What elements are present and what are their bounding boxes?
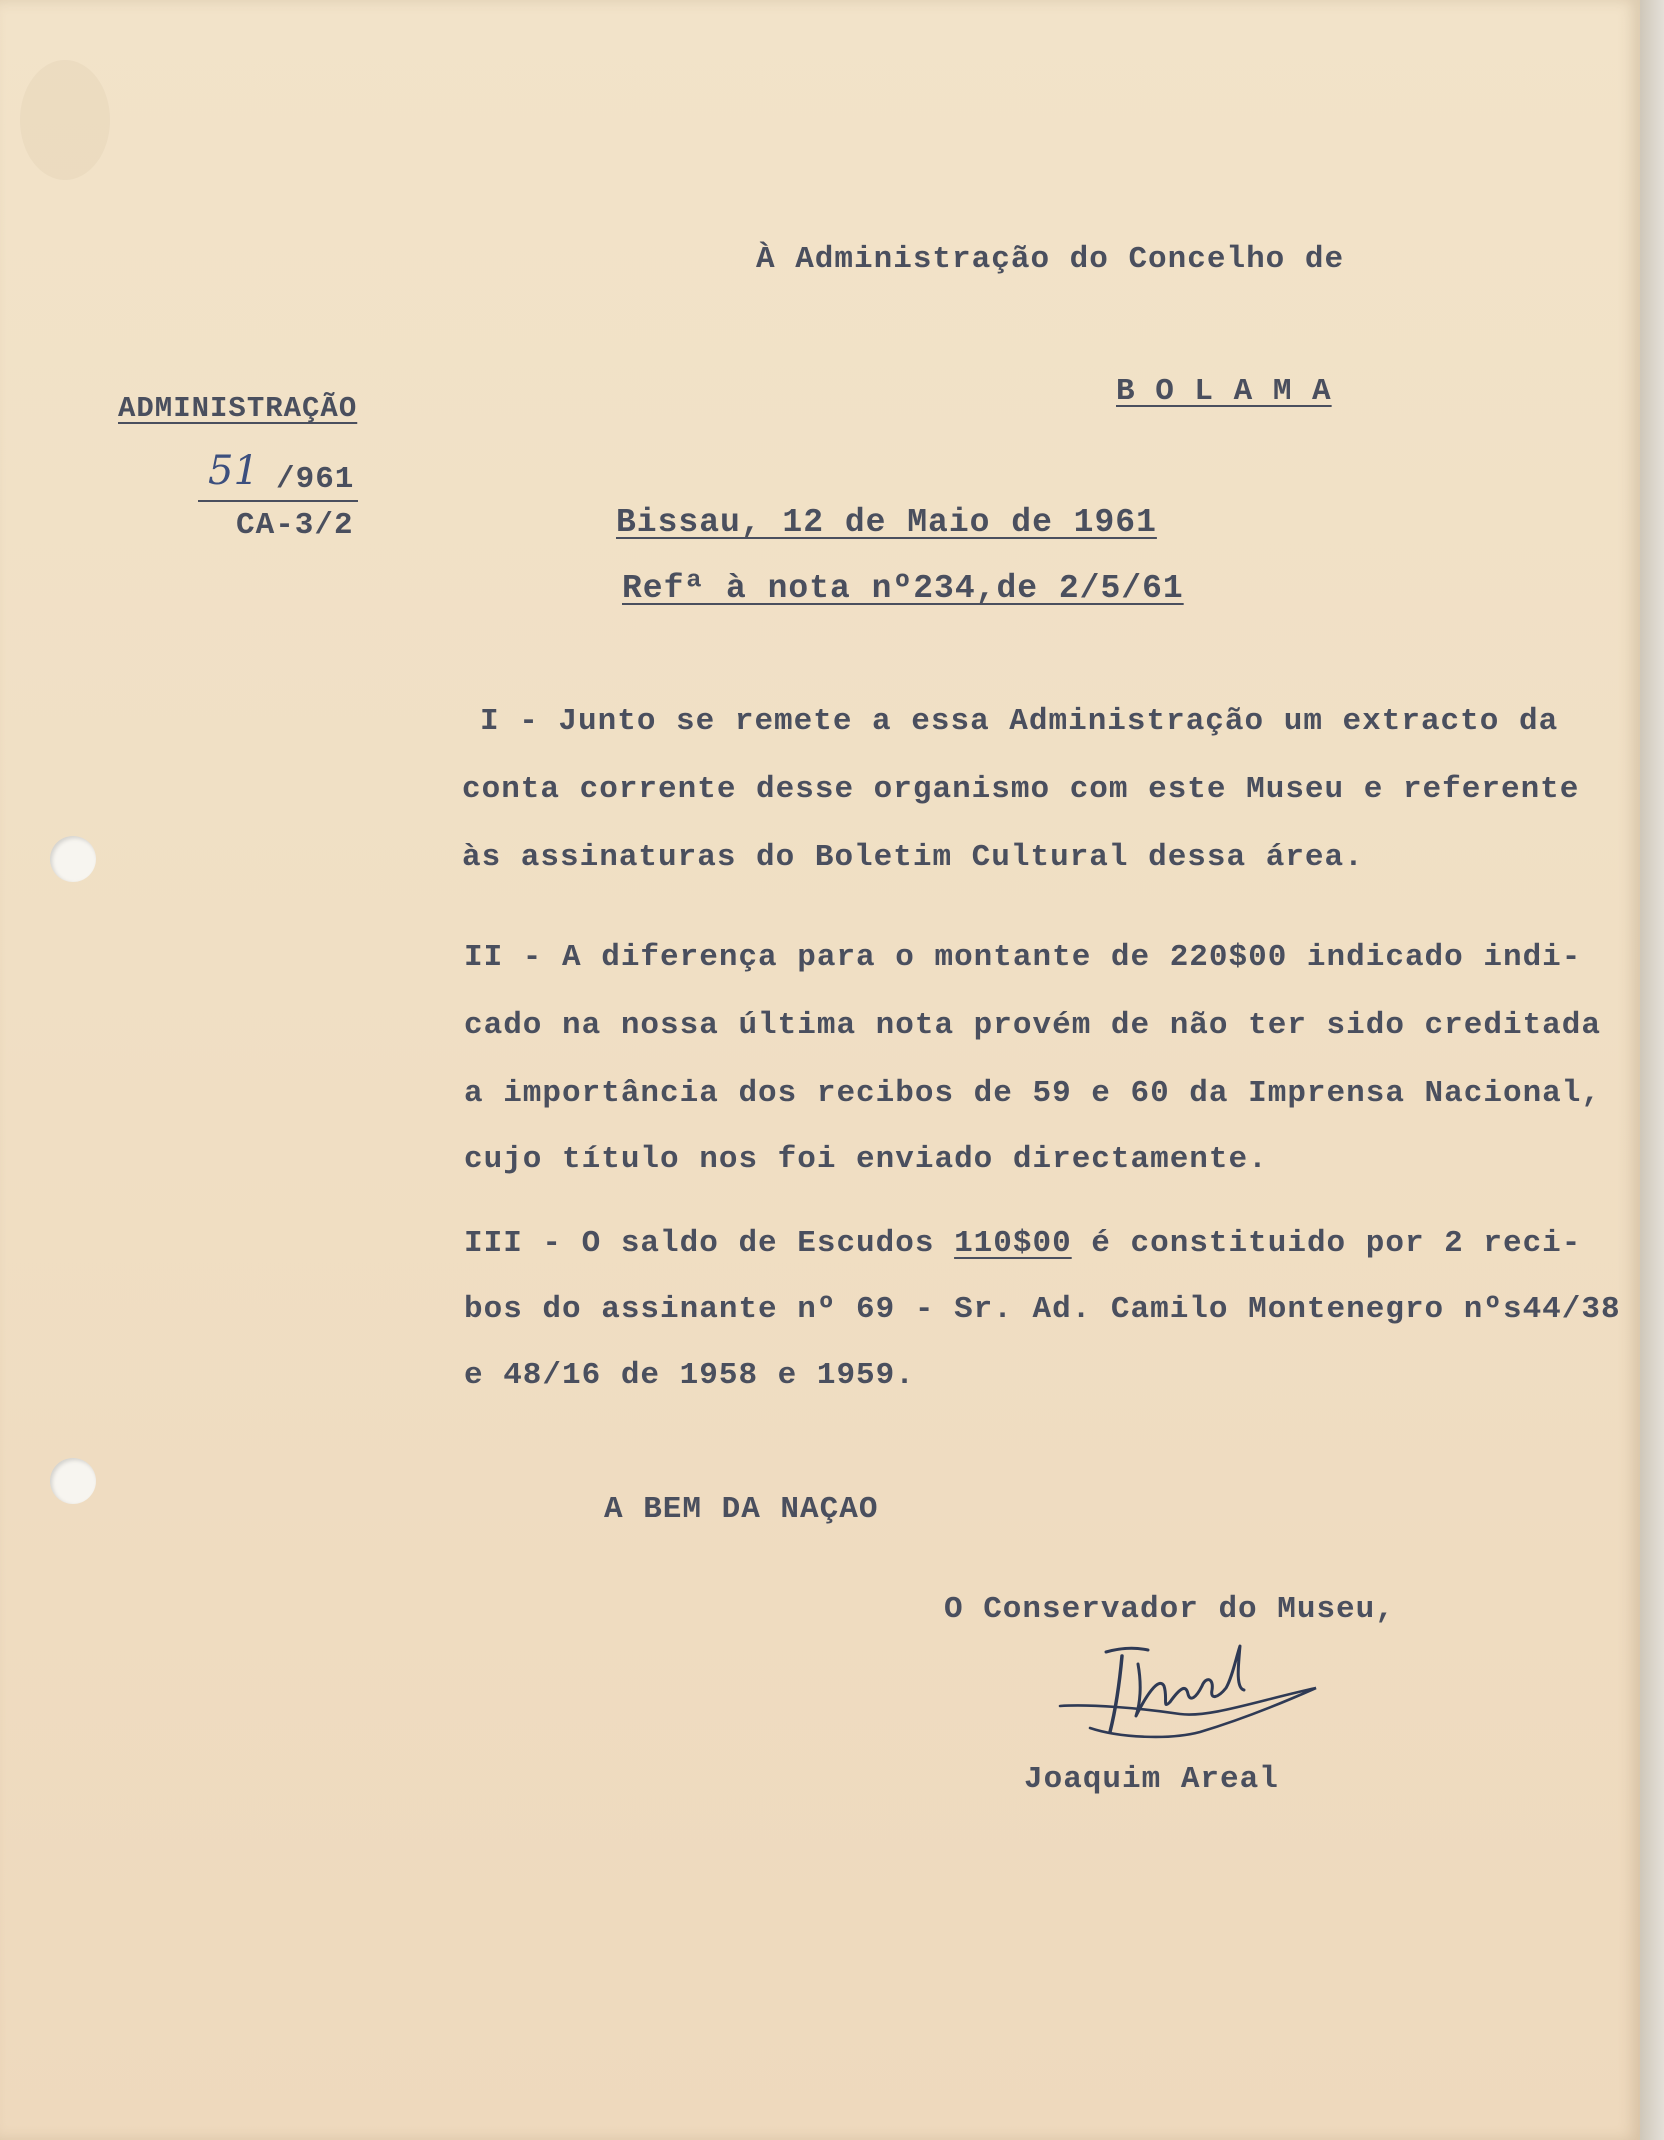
para1-line2: conta corrente desse organismo com este Museu e referente	[462, 772, 1580, 807]
para1-line1: I - Junto se remete a essa Administração um extracto da	[480, 704, 1559, 739]
para2-line1: II - A diferença para o montante de 220$00 indicado indi-	[464, 940, 1582, 975]
reference-code: CA-3/2	[236, 508, 354, 543]
paper-stain	[20, 60, 110, 180]
para3-line1	[464, 1226, 1581, 1261]
signatory-title: O Conservador do Museu,	[944, 1592, 1395, 1627]
para2-line4: cujo título nos foi enviado directamente.	[464, 1142, 1268, 1177]
para3-line1-end: é constituido por 2 reci-	[1071, 1226, 1582, 1261]
place-date: Bissau, 12 de Maio de 1961	[616, 504, 1157, 541]
scan-edge	[1640, 0, 1664, 2140]
recipient-bolama: B O L A M A	[1116, 374, 1332, 409]
saldo-amount: 110$00	[954, 1226, 1072, 1261]
office-label: ADMINISTRAÇÃO	[118, 392, 358, 425]
closing-salutation: A BEM DA NAÇAO	[604, 1492, 879, 1527]
punch-hole-top	[50, 836, 96, 882]
reference-year: /961	[276, 462, 355, 497]
reference-number	[198, 448, 362, 506]
recipient-line-1: À Administração do Concelho de	[756, 242, 1345, 277]
handwritten-number: 51	[208, 448, 259, 494]
para3-line3: e 48/16 de 1958 e 1959.	[464, 1358, 915, 1393]
para2-line2: cado na nossa última nota provém de não ter sido creditada	[464, 1008, 1601, 1043]
para3-line1-start: III - O saldo de Escudos	[464, 1226, 955, 1261]
signature	[1050, 1628, 1350, 1758]
para2-line3: a importância dos recibos de 59 e 60 da Imprensa Nacional,	[464, 1076, 1601, 1111]
signatory-name: Joaquim Areal	[1024, 1762, 1279, 1797]
para1-line3: às assinaturas do Boletim Cultural dessa área.	[462, 840, 1364, 875]
punch-hole-bottom	[50, 1458, 96, 1504]
reference-note: Refª à nota nº234,de 2/5/61	[622, 570, 1184, 607]
para3-line2: bos do assinante nº 69 - Sr. Ad. Camilo Montenegro nºs44/38	[464, 1292, 1621, 1327]
